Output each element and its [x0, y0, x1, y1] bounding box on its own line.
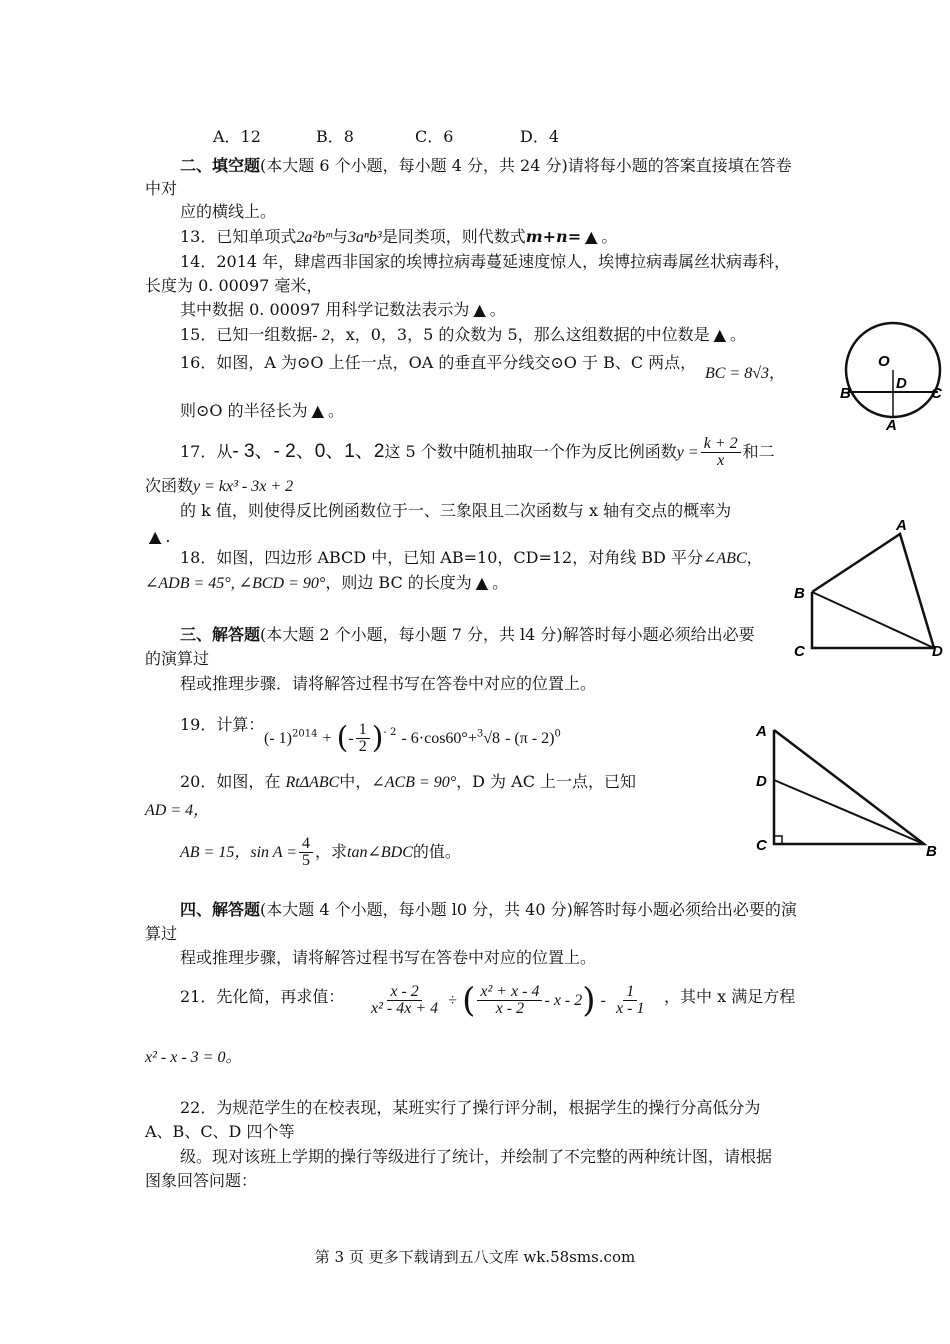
question-14-line2: 长度为 0. 00097 毫米， — [145, 276, 323, 295]
label-b: B — [794, 585, 805, 602]
label-c: C — [794, 643, 805, 660]
question-22-line4: 图象回答问题： — [145, 1171, 258, 1190]
section-3-heading: 三、解答题(本大题 2 个小题，每小题 7 分，共 l4 分)解答时每小题必须给出必要 — [180, 625, 755, 644]
question-17-line2: 次函数y = kx³ - 3x + 2 — [145, 476, 294, 495]
section-3-desc-line2: 的演算过 — [145, 649, 210, 668]
page-footer: 第 3 页 更多下载请到五八文库 wk.58sms.com — [314, 1248, 636, 1266]
question-21-label: 21．先化简，再求值： — [180, 987, 345, 1006]
label-c: C — [931, 385, 942, 402]
question-17-line3: 的 k 值，则使得反比例函数位于一、三象限且二次函数与 x 轴有交点的概率为 — [180, 501, 732, 520]
question-15: 15．已知一组数据- 2，x，0，3，5 的众数为 5，那么这组数据的中位数是 ▲ 。 — [180, 325, 746, 344]
option-b: B．8 — [316, 127, 354, 146]
question-22-line3: 级。现对该班上学期的操行等级进行了统计，并绘制了不完整的两种统计图，请根据 — [180, 1147, 773, 1166]
question-14-line1: 14．2014 年，肆虐西非国家的埃博拉病毒蔓延速度惊人，埃博拉病毒属丝状病毒科， — [180, 252, 791, 271]
question-22-line2: A、B、C、D 四个等 — [145, 1122, 295, 1141]
triangle-figure — [752, 716, 944, 862]
section-4-desc-line2: 算过 — [145, 924, 178, 943]
option-a: A．12 — [213, 127, 261, 146]
question-20-line2: AD = 4， — [145, 802, 210, 819]
label-d: D — [756, 773, 767, 790]
section-3-desc-line3: 程或推理步骤．请将解答过程书写在答卷中对应的位置上。 — [180, 674, 597, 693]
circle-figure — [838, 318, 948, 434]
label-a: A — [896, 517, 907, 534]
question-17-line4: ▲ . — [149, 527, 171, 546]
question-20-line1: 20．如图，在 RtΔABC中，∠ACB = 90°，D 为 AC 上一点，已知 — [180, 772, 637, 791]
question-21-expr: $\frac{x - 2}{\text{x² - 4x + 4}}$ ÷ ( $\frac{\text{x² + x - 4}}{x - 2}$ - x - 2) - $\frac{1}{x - 1}$ — [371, 980, 645, 1021]
question-16-bc: BC = 8√3， — [705, 363, 786, 382]
segment-bd — [774, 780, 924, 844]
label-d: D — [896, 375, 907, 392]
label-b: B — [926, 843, 937, 860]
label-b: B — [840, 385, 851, 402]
question-18-line1: 18．如图，四边形 ABCD 中，已知 AB=10，CD=12，对角线 BD 平分∠ABC， — [180, 548, 763, 567]
label-a: A — [886, 417, 897, 434]
question-21-line2: x² - x - 3 = 0。 — [145, 1049, 242, 1066]
question-14-line3: 其中数据 0. 00097 用科学记数法表示为 ▲ 。 — [180, 300, 506, 319]
label-a: A — [756, 723, 767, 740]
question-16-line1: 16．如图，A 为⊙O 上任一点，OA 的垂直平分线交⊙O 于 B、C 两点， — [180, 353, 697, 372]
question-13: 13．已知单项式2a²bᵐ与3aⁿb³是同类项，则代数式m+n= ▲ 。 — [180, 227, 618, 246]
label-o: O — [878, 353, 890, 370]
section-2-desc-line3: 应的横线上。 — [180, 202, 277, 221]
question-22-line1: 22．为规范学生的在校表现，某班实行了操行评分制，根据学生的操行分高低分为 — [180, 1098, 761, 1117]
question-16-line2: 则⊙O 的半径长为 ▲ 。 — [180, 401, 344, 420]
question-19-label: 19．计算： — [180, 715, 265, 734]
label-c: C — [756, 837, 767, 854]
quad-abcd — [812, 534, 934, 648]
section-4-desc-line3: 程或推理步骤，请将解答过程书写在答卷中对应的位置上。 — [180, 948, 597, 967]
quadrilateral-figure — [790, 512, 948, 662]
question-17-line1: 17．从- 3、- 2、0、1、2这 5 个数中随机抽取一个作为反比例函数y = $\frac{k + 2}{x}$ 和二 — [180, 435, 775, 469]
section-4-heading: 四、解答题(本大题 4 个小题，每小题 l0 分，共 40 分)解答时每小题必须给出必要的演 — [180, 900, 797, 919]
question-18-line2: ∠ADB = 45°, ∠BCD = 90°，则边 BC 的长度为 ▲ 。 — [145, 573, 509, 592]
question-20-line3: AB = 15，sin A = $\frac{4}{5}$ ，求tan∠BDC的值。 — [180, 835, 461, 869]
question-19-expr: (- 1)$^{2014}$ + (- $\frac{1}{2}$ )$^{- 2}$ - 6·cos60°+$^3$√8 - (π - 2)$^0$ — [264, 720, 561, 756]
label-d: D — [932, 643, 943, 660]
triangle-abc — [774, 730, 924, 844]
diagonal-bd — [812, 592, 934, 648]
question-21-tail: ，其中 x 满足方程 — [664, 987, 796, 1006]
option-c: C．6 — [415, 127, 454, 146]
section-2-desc-line2: 中对 — [145, 179, 178, 198]
option-d: D．4 — [520, 127, 560, 146]
section-2-heading: 二、填空题(本大题 6 个小题，每小题 4 分，共 24 分)请将每小题的答案直接填在答卷 — [180, 156, 792, 175]
